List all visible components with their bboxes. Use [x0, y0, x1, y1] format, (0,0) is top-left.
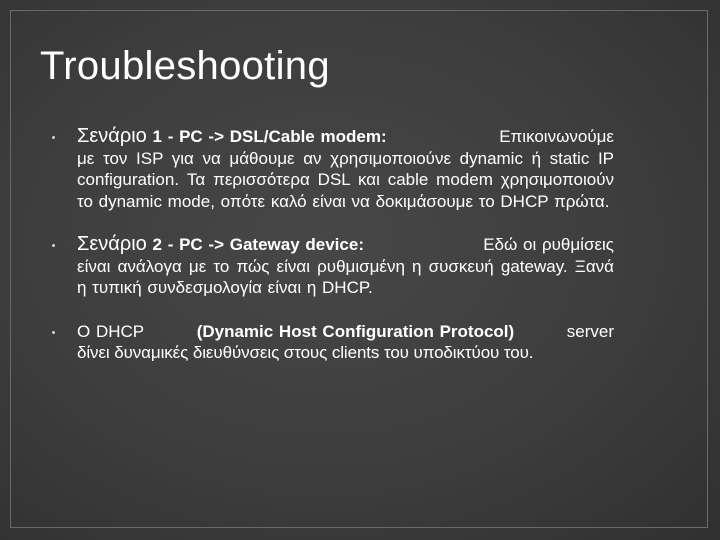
- bullet-1-lead: Σενάριο: [77, 125, 147, 147]
- bullet-3-first-line: [77, 321, 614, 343]
- bullet-2-rest: Εδώ οι ρυθμίσεις: [483, 235, 614, 254]
- bullet-3-body: δίνει δυναμικές διευθύνσεις στους clients του υποδικτύου του.: [77, 343, 534, 362]
- slide-content: [44, 126, 614, 364]
- bullet-1-bold: 1 - PC -> DSL/Cable modem:: [152, 127, 387, 146]
- bullet-icon: [52, 244, 55, 247]
- bullet-1-body: με τον ISP για να μάθουμε αν χρησιμοποιούνε dynamic ή static IP configuration. Τα περισσότερα DSL και cable modem χρησιμοποιούν το dynamic mode, οπότε καλό είναι να δοκιμάσουμε το DHCP πρώτα.: [77, 148, 614, 211]
- bullet-2-heading: [77, 234, 364, 256]
- bullet-3-rest: server: [566, 321, 614, 341]
- bullet-item-3: [44, 321, 614, 364]
- bullet-1-rest: Επικοινωνούμε: [499, 127, 614, 146]
- bullet-item-2: [44, 234, 614, 299]
- bullet-1-heading: [77, 126, 387, 148]
- bullet-2-lead: Σενάριο: [77, 233, 147, 255]
- slide-title: Troubleshooting: [40, 44, 330, 88]
- bullet-3-bold: (Dynamic Host Configuration Protocol): [196, 321, 515, 341]
- bullet-1-first-line: [77, 126, 614, 148]
- bullet-3-prefix: Ο DHCP: [77, 321, 145, 341]
- bullet-icon: [52, 331, 55, 334]
- bullet-2-bold: 2 - PC -> Gateway device:: [152, 235, 364, 254]
- bullet-item-1: [44, 126, 614, 212]
- bullet-icon: [52, 136, 55, 139]
- bullet-2-first-line: [77, 234, 614, 256]
- bullet-2-body: είναι ανάλογα με το πώς είναι ρυθμισμένη η συσκευή gateway. Ξανά η τυπική συνδεσμολογία είναι η DHCP.: [77, 256, 614, 297]
